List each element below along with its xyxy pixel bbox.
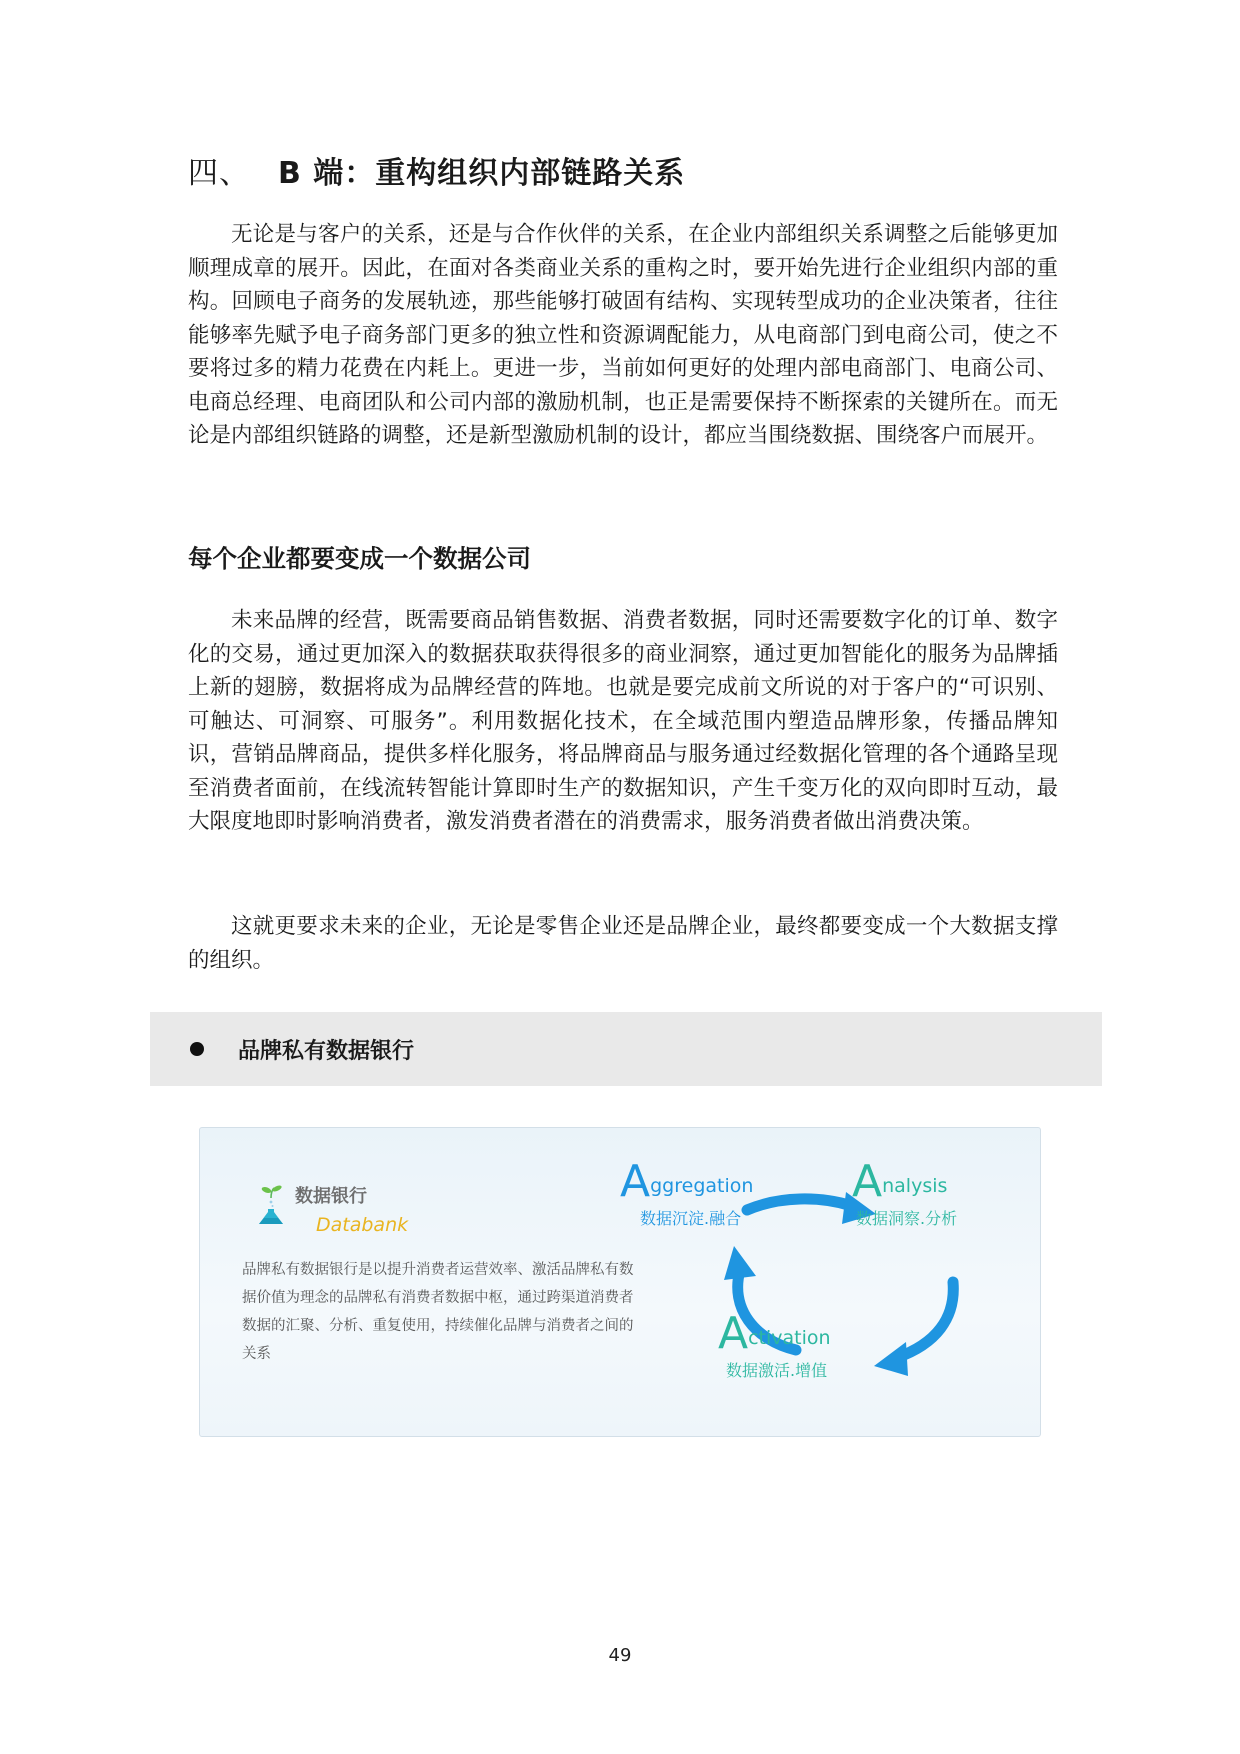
section-number: 四、 bbox=[188, 156, 250, 191]
sprout-flask-icon bbox=[256, 1184, 286, 1226]
section-heading bbox=[188, 148, 685, 192]
step-activation bbox=[718, 1308, 831, 1381]
subsection-paragraph-2: 这就更要求未来的企业，无论是零售企业还是品牌企业，最终都要变成一个大数据支撑的组织。 bbox=[188, 914, 1058, 973]
step-analysis-cn: 数据洞察.分析 bbox=[856, 1209, 958, 1228]
page-number: 49 bbox=[608, 1645, 632, 1666]
bullet-bar bbox=[150, 1012, 1102, 1086]
bullet-label: 品牌私有数据银行 bbox=[238, 1039, 415, 1064]
arrow-aggregation-to-analysis bbox=[747, 1199, 852, 1210]
step-aggregation bbox=[620, 1156, 754, 1229]
step-aggregation-name: ggregation bbox=[650, 1175, 754, 1197]
databank-description: 品牌私有数据银行是以提升消费者运营效率、激活品牌私有数据价值为理念的品牌私有消费者数据中枢，通过跨渠道消费者数据的汇聚、分析、重复使用，持续催化品牌与消费者之间的关系 bbox=[242, 1262, 634, 1362]
step-aggregation-initial: A bbox=[620, 1156, 651, 1207]
step-activation-name: ctivation bbox=[748, 1327, 831, 1349]
bullet-icon bbox=[190, 1042, 204, 1056]
arrow-head-down-left bbox=[874, 1342, 908, 1376]
section-title: B 端：重构组织内部链路关系 bbox=[278, 156, 686, 191]
logo-title-cn: 数据银行 bbox=[295, 1186, 367, 1207]
step-activation-cn: 数据激活.增值 bbox=[726, 1361, 828, 1380]
step-analysis-initial: A bbox=[852, 1156, 883, 1207]
subsection-title: 每个企业都要变成一个数据公司 bbox=[188, 544, 531, 573]
aaa-cycle-diagram bbox=[620, 1158, 1040, 1418]
subsection-paragraph-1: 未来品牌的经营，既需要商品销售数据、消费者数据，同时还需要数字化的订单、数字化的交易，通过更加深入的数据获取获得很多的商业洞察，通过更加智能化的服务为品牌插上新的翅膀，数据将成为品牌经营的阵地。也就是要完成前文所说的对于客户的“可识别、可触达、可洞察、可服务”。利用数据化技术，在全域范围内塑造品牌形象，传播品牌知识，营销品牌商品，提供多样化服务，将品牌商品与服务通过经数据化管理的各个通路呈现至消费者面前，在线流转智能计算即时生产的数据知识，产生千变万化的双向即时互动，最大限度地即时影响消费者，激发消费者潜在的消费需求，服务消费者做出消费决策。 bbox=[188, 608, 1058, 834]
databank-figure bbox=[199, 1127, 1041, 1437]
step-activation-initial: A bbox=[718, 1308, 749, 1359]
arrow-head-up bbox=[724, 1246, 756, 1280]
section-paragraph: 无论是与客户的关系，还是与合作伙伴的关系，在企业内部组织关系调整之后能够更加顺理成章的展开。因此，在面对各类商业关系的重构之时，要开始先进行企业组织内部的重构。回顾电子商务的发展轨迹，那些能够打破固有结构、实现转型成功的企业决策者，往往能够率先赋予电子商务部门更多的独立性和资源调配能力，从电商部门到电商公司，使之不要将过多的精力花费在内耗上。更进一步，当前如何更好的处理内部电商部门、电商公司、电商总经理、电商团队和公司内部的激励机制，也正是需要保持不断探索的关键所在。而无论是内部组织链路的调整，还是新型激励机制的设计，都应当围绕数据、围绕客户而展开。 bbox=[188, 222, 1058, 448]
step-aggregation-cn: 数据沉淀.融合 bbox=[640, 1209, 742, 1228]
step-analysis bbox=[852, 1156, 958, 1229]
step-analysis-name: nalysis bbox=[882, 1175, 948, 1197]
logo-title-en: Databank bbox=[316, 1214, 409, 1236]
